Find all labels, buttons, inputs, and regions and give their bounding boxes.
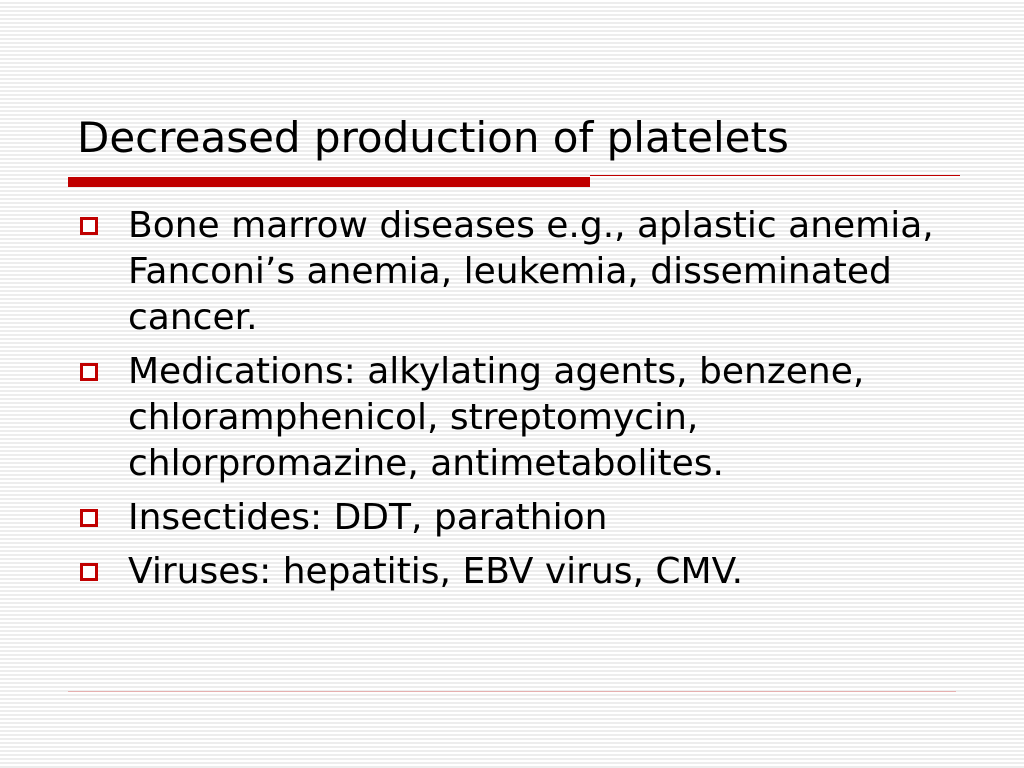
bullet-item-viruses bbox=[76, 549, 936, 595]
hollow-square-bullet-icon bbox=[80, 563, 98, 581]
footer-divider bbox=[68, 691, 956, 692]
bullet-text: Insectides: DDT, parathion bbox=[128, 497, 608, 538]
title-underline-thick bbox=[68, 177, 590, 187]
bullet-item-bone-marrow bbox=[76, 203, 936, 341]
slide-title: Decreased production of platelets bbox=[77, 113, 789, 162]
hollow-square-bullet-icon bbox=[80, 509, 98, 527]
bullet-text: Medications: alkylating agents, benzene, chloramphenicol, streptomycin, chlorpromazine, antimetabolites. bbox=[128, 351, 865, 484]
bullet-item-insecticides bbox=[76, 495, 936, 541]
bullet-text: Viruses: hepatitis, EBV virus, CMV. bbox=[128, 551, 744, 592]
hollow-square-bullet-icon bbox=[80, 363, 98, 381]
title-underline-thin bbox=[590, 175, 960, 176]
bullet-item-medications bbox=[76, 349, 936, 487]
bullet-text: Bone marrow diseases e.g., aplastic anemia, Fanconi’s anemia, leukemia, disseminated cancer. bbox=[128, 205, 934, 338]
hollow-square-bullet-icon bbox=[80, 217, 98, 235]
bullet-list bbox=[76, 203, 936, 603]
